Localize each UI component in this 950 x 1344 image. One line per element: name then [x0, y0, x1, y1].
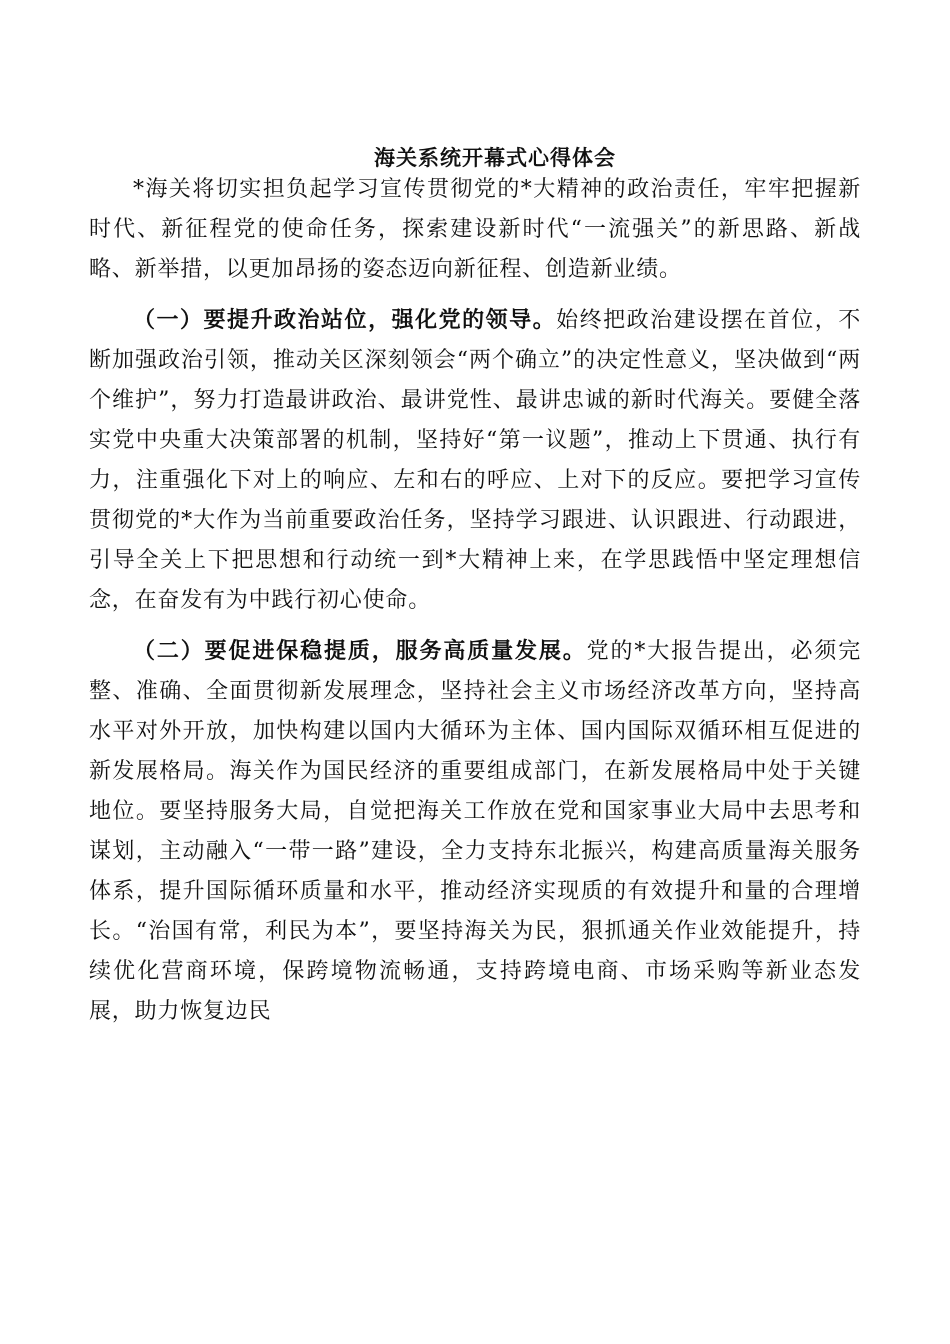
document-title: 海关系统开幕式心得体会: [374, 145, 616, 170]
document-body: [89, 170, 861, 1032]
paragraph-section-2: [89, 631, 861, 1032]
paragraph-intro-text: *海关将切实担负起学习宣传贯彻党的*大精神的政治责任，牢牢把握新时代、新征程党的使命任务，探索建设新时代“一流强关”的新思路、新战略、新举措，以更加昂扬的姿态迈向新征程、创造新业绩。: [89, 177, 861, 282]
paragraph-intro: [89, 170, 861, 290]
section-2-text: 党的*大报告提出，必须完整、准确、全面贯彻新发展理念，坚持社会主义市场经济改革方向，坚持高水平对外开放，加快构建以国内大循环为主体、国内国际双循环相互促进的新发展格局。海关作为国民经济的重要组成部门，在新发展格局中处于关键地位。要坚持服务大局，自觉把海关工作放在党和国家事业大局中去思考和谋划，主动融入“一带一路”建设，全力支持东北振兴，构建高质量海关服务体系，提升国际循环质量和水平，推动经济实现质的有效提升和量的合理增长。“治国有常，利民为本”，要坚持海关为民，狠抓通关作业效能提升，持续优化营商环境，保跨境物流畅通，支持跨境电商、市场采购等新业态发展，助力恢复边民: [89, 639, 861, 1024]
section-2-heading: （二）要促进保稳提质，服务高质量发展。: [133, 638, 587, 664]
section-1-text: 始终把政治建设摆在首位，不断加强政治引领，推动关区深刻领会“两个确立”的决定性意义，坚决做到“两个维护”，努力打造最讲政治、最讲党性、最讲忠诚的新时代海关。要健全落实党中央重大决策部署的机制，坚持好“第一议题”，推动上下贯通、执行有力，注重强化下对上的响应、左和右的呼应、上对下的反应。要把学习宣传贯彻党的*大作为当前重要政治任务，坚持学习跟进、认识跟进、行动跟进，引导全关上下把思想和行动统一到*大精神上来，在学思践悟中坚定理想信念，在奋发有为中践行初心使命。: [89, 308, 862, 613]
section-1-heading: （一）要提升政治站位，强化党的领导。: [133, 307, 557, 333]
paragraph-section-1: [89, 300, 861, 621]
